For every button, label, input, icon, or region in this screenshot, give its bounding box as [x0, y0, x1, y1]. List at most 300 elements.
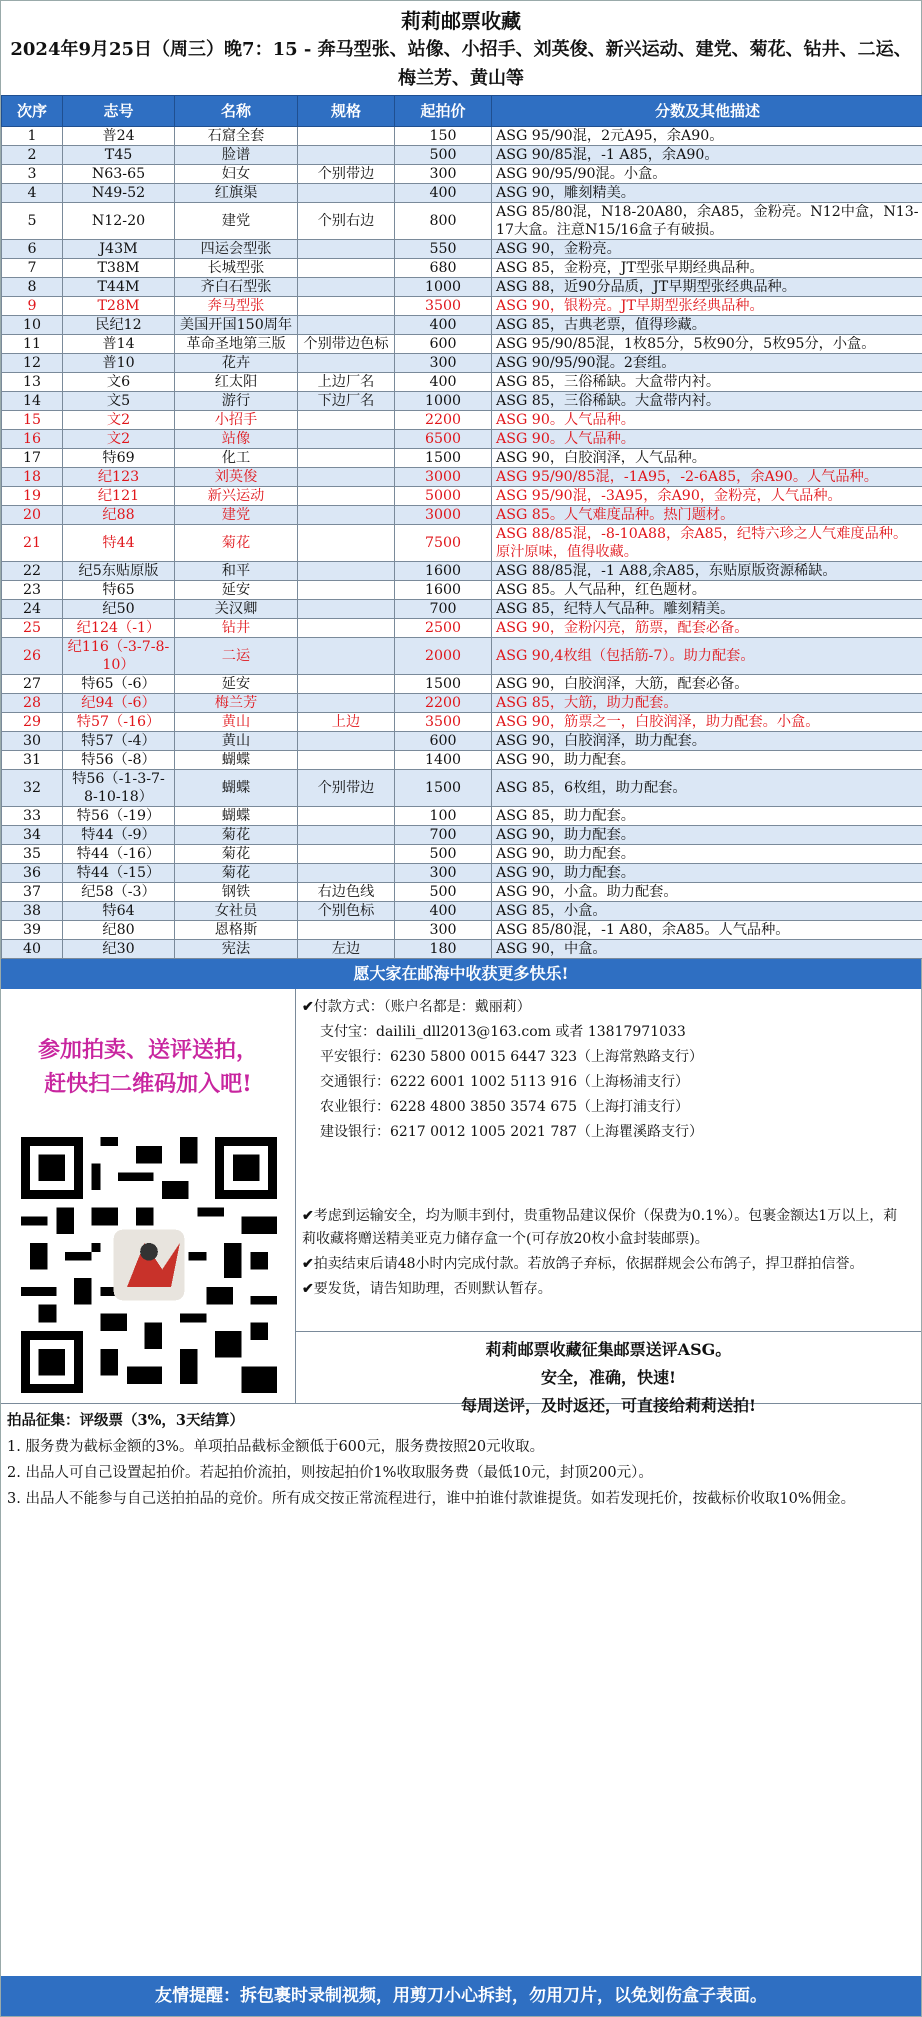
table-header-row	[2, 96, 922, 127]
lot-number: 14	[2, 392, 63, 411]
lot-spec: 个别右边	[298, 203, 395, 240]
lot-number: 26	[2, 638, 63, 675]
column-header-spec: 规格	[298, 96, 395, 127]
lot-name: 黄山	[175, 713, 298, 732]
lot-start-price: 1500	[395, 449, 492, 468]
lot-number: 40	[2, 940, 63, 959]
lot-start-price: 550	[395, 240, 492, 259]
header	[1, 1, 921, 95]
lot-description: ASG 90，筋票之一，白胶润泽，助力配套。小盒。	[492, 713, 922, 732]
lot-name: 红太阳	[175, 373, 298, 392]
lot-code: 文2	[63, 411, 175, 430]
lot-spec	[298, 600, 395, 619]
lot-table	[1, 95, 922, 959]
payment-bank-abc: 农业银行：6228 4800 3850 3574 675（上海打浦支行）	[320, 1099, 690, 1115]
lot-spec	[298, 297, 395, 316]
lot-number: 29	[2, 713, 63, 732]
table-row	[2, 581, 922, 600]
lot-number: 8	[2, 278, 63, 297]
page-subtitle: 2024年9月25日（周三）晚7：15 - 奔马型张、站像、小招手、刘英俊、新兴运动、建党、菊花、钻井、二运、梅兰芳、黄山等	[10, 39, 912, 89]
lot-start-price: 2200	[395, 411, 492, 430]
lot-name: 四运会型张	[175, 240, 298, 259]
lot-name: 钻井	[175, 619, 298, 638]
lot-code: 特65（-6）	[63, 675, 175, 694]
lot-number: 4	[2, 184, 63, 203]
lot-description: ASG 85，纪特人气品种。雕刻精美。	[492, 600, 922, 619]
lot-number: 17	[2, 449, 63, 468]
column-header-no: 次序	[2, 96, 63, 127]
lot-name: 恩格斯	[175, 921, 298, 940]
lot-code: 特64	[63, 902, 175, 921]
note-delivery: ✔要发货，请告知助理，否则默认暂存。	[302, 1281, 552, 1297]
lot-code: 普24	[63, 127, 175, 146]
lot-spec	[298, 845, 395, 864]
table-row	[2, 316, 922, 335]
lot-name: 菊花	[175, 525, 298, 562]
terms-item-3: 3. 出品人不能参与自己送拍拍品的竞价。所有成交按正常流程进行，谁中拍谁付款谁提货。如若发现托价，按截标价收取10%佣金。	[7, 1491, 856, 1507]
table-row	[2, 468, 922, 487]
lot-start-price: 3000	[395, 468, 492, 487]
table-row	[2, 921, 922, 940]
lot-description: ASG 95/90混，2元A95，余A90。	[492, 127, 922, 146]
lot-number: 24	[2, 600, 63, 619]
lot-spec: 个别色标	[298, 902, 395, 921]
consignment-terms	[1, 1403, 921, 1543]
lot-spec	[298, 581, 395, 600]
table-row	[2, 883, 922, 902]
lot-description: ASG 90，助力配套。	[492, 864, 922, 883]
lot-spec	[298, 619, 395, 638]
table-row	[2, 278, 922, 297]
lot-spec: 上边	[298, 713, 395, 732]
lot-description: ASG 90。人气品种。	[492, 430, 922, 449]
column-header-name: 名称	[175, 96, 298, 127]
lot-spec	[298, 506, 395, 525]
lot-description: ASG 90，雕刻精美。	[492, 184, 922, 203]
lot-code: N12-20	[63, 203, 175, 240]
lot-code: 文2	[63, 430, 175, 449]
lot-code: 文5	[63, 392, 175, 411]
lot-name: 长城型张	[175, 259, 298, 278]
lot-number: 12	[2, 354, 63, 373]
lot-start-price: 300	[395, 165, 492, 184]
lot-spec	[298, 411, 395, 430]
lot-number: 19	[2, 487, 63, 506]
table-row	[2, 675, 922, 694]
lot-start-price: 2000	[395, 638, 492, 675]
lot-start-price: 300	[395, 921, 492, 940]
lot-code: 特44（-9）	[63, 826, 175, 845]
lot-code: 特44（-15）	[63, 864, 175, 883]
table-row	[2, 770, 922, 807]
lot-spec	[298, 127, 395, 146]
lot-name: 蝴蝶	[175, 807, 298, 826]
lot-start-price: 800	[395, 203, 492, 240]
lot-spec	[298, 864, 395, 883]
lot-start-price: 400	[395, 373, 492, 392]
lot-start-price: 500	[395, 146, 492, 165]
payment-block	[296, 989, 921, 1145]
lot-name: 菊花	[175, 864, 298, 883]
lot-spec	[298, 675, 395, 694]
lot-description: ASG 85，助力配套。	[492, 807, 922, 826]
lot-number: 37	[2, 883, 63, 902]
qr-panel	[1, 989, 296, 1403]
lot-name: 女社员	[175, 902, 298, 921]
terms-item-1: 1. 服务费为截标金额的3%。单项拍品截标金额低于600元，服务费按照20元收取。	[7, 1439, 545, 1455]
lot-description: ASG 90，白胶润泽，人气品种。	[492, 449, 922, 468]
lot-description: ASG 85/80混，N18-20A80，余A85，金粉亮。N12中盒，N13-17大盒。注意N15/16盒子有破损。	[492, 203, 922, 240]
notes	[302, 1205, 911, 1303]
lot-code: 纪124（-1）	[63, 619, 175, 638]
appraisal-line-3: 每周送评，及时返还，可直接给莉莉送拍!	[460, 1396, 757, 1415]
table-row	[2, 354, 922, 373]
lot-number: 32	[2, 770, 63, 807]
lot-description: ASG 88/85混，-8-10A88，余A85，纪特六珍之人气难度品种。原汁原味，值得收藏。	[492, 525, 922, 562]
lot-number: 13	[2, 373, 63, 392]
page-title: 莉莉邮票收藏	[401, 9, 521, 33]
lot-name: 延安	[175, 581, 298, 600]
lot-start-price: 600	[395, 335, 492, 354]
lot-number: 35	[2, 845, 63, 864]
lot-spec	[298, 146, 395, 165]
lot-name: 菊花	[175, 826, 298, 845]
lot-spec	[298, 562, 395, 581]
lot-start-price: 300	[395, 354, 492, 373]
lot-code: 纪58（-3）	[63, 883, 175, 902]
lot-name: 菊花	[175, 845, 298, 864]
column-header-code: 志号	[63, 96, 175, 127]
lot-code: J43M	[63, 240, 175, 259]
lot-description: ASG 85。人气难度品种。热门题材。	[492, 506, 922, 525]
lot-spec	[298, 468, 395, 487]
lot-start-price: 3500	[395, 713, 492, 732]
lot-number: 15	[2, 411, 63, 430]
lot-name: 二运	[175, 638, 298, 675]
table-row	[2, 335, 922, 354]
lot-start-price: 600	[395, 732, 492, 751]
lot-description: ASG 85，古典老票，值得珍藏。	[492, 316, 922, 335]
lot-code: T28M	[63, 297, 175, 316]
promo-line-2: 赶快扫二维码加入吧!	[44, 1071, 252, 1097]
lot-spec	[298, 259, 395, 278]
lot-number: 39	[2, 921, 63, 940]
lot-number: 16	[2, 430, 63, 449]
lot-code: 特57（-16）	[63, 713, 175, 732]
lot-description: ASG 90/85混，-1 A85，余A90。	[492, 146, 922, 165]
lot-spec	[298, 525, 395, 562]
lot-code: 特44	[63, 525, 175, 562]
lot-spec: 个别带边	[298, 770, 395, 807]
lot-start-price: 1500	[395, 675, 492, 694]
lot-start-price: 700	[395, 826, 492, 845]
lot-description: ASG 90/95/90混。2套组。	[492, 354, 922, 373]
lot-name: 建党	[175, 203, 298, 240]
lot-code: 文6	[63, 373, 175, 392]
lot-name: 红旗渠	[175, 184, 298, 203]
lot-description: ASG 90，白胶润泽，大筋，配套必备。	[492, 675, 922, 694]
table-row	[2, 600, 922, 619]
lot-code: 特56（-1-3-7-8-10-18）	[63, 770, 175, 807]
lot-spec: 个别带边	[298, 165, 395, 184]
appraisal-box	[296, 1331, 921, 1415]
lot-code: 纪80	[63, 921, 175, 940]
lot-name: 革命圣地第三版	[175, 335, 298, 354]
lot-name: 站像	[175, 430, 298, 449]
lot-spec	[298, 430, 395, 449]
lot-code: 特69	[63, 449, 175, 468]
lot-code: 纪88	[63, 506, 175, 525]
table-row	[2, 203, 922, 240]
lot-code: 纪116（-3-7-8-10）	[63, 638, 175, 675]
check-icon: ✔	[302, 999, 314, 1015]
lot-name: 齐白石型张	[175, 278, 298, 297]
lot-name: 妇女	[175, 165, 298, 184]
lot-number: 11	[2, 335, 63, 354]
promo-line-1: 参加拍卖、送评送拍，	[37, 1037, 258, 1063]
payment-bank-bocom: 交通银行：6222 6001 1002 5113 916（上海杨浦支行）	[320, 1074, 690, 1090]
lot-description: ASG 90，金粉闪亮，筋票，配套必备。	[492, 619, 922, 638]
table-row	[2, 751, 922, 770]
lot-spec: 个别带边色标	[298, 335, 395, 354]
lot-name: 花卉	[175, 354, 298, 373]
lot-start-price: 2500	[395, 619, 492, 638]
lot-start-price: 180	[395, 940, 492, 959]
lot-start-price: 3500	[395, 297, 492, 316]
lot-start-price: 500	[395, 883, 492, 902]
check-icon: ✔	[302, 1256, 314, 1272]
table-row	[2, 826, 922, 845]
lot-start-price: 5000	[395, 487, 492, 506]
table-row	[2, 638, 922, 675]
table-row	[2, 240, 922, 259]
lot-spec	[298, 487, 395, 506]
lot-code: N49-52	[63, 184, 175, 203]
lot-start-price: 100	[395, 807, 492, 826]
lot-name: 美国开国150周年	[175, 316, 298, 335]
lot-number: 27	[2, 675, 63, 694]
table-row	[2, 392, 922, 411]
table-row	[2, 506, 922, 525]
lot-spec	[298, 354, 395, 373]
lot-spec: 左边	[298, 940, 395, 959]
lot-spec	[298, 732, 395, 751]
lot-description: ASG 85/80混，-1 A80，余A85。人气品种。	[492, 921, 922, 940]
lot-number: 34	[2, 826, 63, 845]
lot-name: 蝴蝶	[175, 770, 298, 807]
lot-code: T45	[63, 146, 175, 165]
table-row	[2, 619, 922, 638]
lot-name: 刘英俊	[175, 468, 298, 487]
lot-description: ASG 90，小盒。助力配套。	[492, 883, 922, 902]
check-icon: ✔	[302, 1281, 314, 1297]
lot-spec: 下边厂名	[298, 392, 395, 411]
lot-name: 蝴蝶	[175, 751, 298, 770]
lot-spec	[298, 921, 395, 940]
lot-start-price: 3000	[395, 506, 492, 525]
lot-start-price: 2200	[395, 694, 492, 713]
lot-spec	[298, 826, 395, 845]
lot-number: 21	[2, 525, 63, 562]
lot-description: ASG 90,4枚组（包括筋-7）。助力配套。	[492, 638, 922, 675]
lot-name: 梅兰芳	[175, 694, 298, 713]
lot-number: 2	[2, 146, 63, 165]
lot-spec	[298, 278, 395, 297]
lot-spec: 上边厂名	[298, 373, 395, 392]
table-row	[2, 864, 922, 883]
payment-info	[296, 989, 921, 1415]
lot-description: ASG 90，金粉亮。	[492, 240, 922, 259]
table-row	[2, 694, 922, 713]
check-icon: ✔	[302, 1208, 314, 1224]
lot-start-price: 400	[395, 184, 492, 203]
lot-start-price: 1400	[395, 751, 492, 770]
table-row	[2, 449, 922, 468]
lot-code: 纪123	[63, 468, 175, 487]
lot-code: 特57（-4）	[63, 732, 175, 751]
table-row	[2, 713, 922, 732]
appraisal-line-2: 安全，准确，快速!	[540, 1368, 677, 1387]
lot-number: 10	[2, 316, 63, 335]
table-row	[2, 373, 922, 392]
lot-start-price: 500	[395, 845, 492, 864]
lot-start-price: 7500	[395, 525, 492, 562]
table-row	[2, 184, 922, 203]
lot-number: 28	[2, 694, 63, 713]
lot-name: 游行	[175, 392, 298, 411]
lot-spec	[298, 751, 395, 770]
lot-description: ASG 90，助力配套。	[492, 751, 922, 770]
lot-number: 9	[2, 297, 63, 316]
payment-heading: ✔付款方式：（账户名都是：戴丽莉）	[302, 999, 531, 1015]
lot-name: 关汉卿	[175, 600, 298, 619]
lot-start-price: 1000	[395, 278, 492, 297]
lot-number: 30	[2, 732, 63, 751]
table-row	[2, 525, 922, 562]
lot-code: 特56（-19）	[63, 807, 175, 826]
lot-start-price: 400	[395, 316, 492, 335]
lot-spec: 右边色线	[298, 883, 395, 902]
lot-number: 3	[2, 165, 63, 184]
qr-code-icon[interactable]	[21, 1137, 277, 1393]
lot-description: ASG 90，银粉亮。JT早期型张经典品种。	[492, 297, 922, 316]
lot-description: ASG 85，三俗稀缺。大盒带内衬。	[492, 392, 922, 411]
lot-name: 小招手	[175, 411, 298, 430]
lot-number: 5	[2, 203, 63, 240]
lot-start-price: 150	[395, 127, 492, 146]
lot-spec	[298, 240, 395, 259]
lot-name: 延安	[175, 675, 298, 694]
lot-code: 纪5东贴原版	[63, 562, 175, 581]
table-row	[2, 940, 922, 959]
note-payment-deadline: ✔拍卖结束后请48小时内完成付款。若放鸽子弃标，依据群规会公布鸽子，捍卫群拍信誉。	[302, 1256, 864, 1272]
lot-description: ASG 85，三俗稀缺。大盒带内衬。	[492, 373, 922, 392]
lot-name: 石窟全套	[175, 127, 298, 146]
lot-code: T38M	[63, 259, 175, 278]
lot-description: ASG 95/90混，-3A95，余A90，金粉亮，人气品种。	[492, 487, 922, 506]
table-row	[2, 127, 922, 146]
lot-number: 31	[2, 751, 63, 770]
lot-start-price: 700	[395, 600, 492, 619]
lot-name: 脸谱	[175, 146, 298, 165]
payment-bank-pingan: 平安银行：6230 5800 0015 6447 323（上海常熟路支行）	[320, 1049, 704, 1065]
lot-number: 20	[2, 506, 63, 525]
table-row	[2, 487, 922, 506]
table-row	[2, 146, 922, 165]
lot-name: 和平	[175, 562, 298, 581]
lot-description: ASG 85，大筋，助力配套。	[492, 694, 922, 713]
lot-description: ASG 88/85混，-1 A88,余A85，东贴原版资源稀缺。	[492, 562, 922, 581]
lot-spec	[298, 638, 395, 675]
terms-heading: 拍品征集：评级票（3%，3天结算）	[7, 1412, 244, 1429]
lot-number: 18	[2, 468, 63, 487]
column-header-desc: 分数及其他描述	[492, 96, 922, 127]
table-row	[2, 902, 922, 921]
lot-description: ASG 95/90/85混，-1A95，-2-6A85，余A90。人气品种。	[492, 468, 922, 487]
lot-description: ASG 85。人气品种，红色题材。	[492, 581, 922, 600]
table-row	[2, 732, 922, 751]
lot-code: 特56（-8）	[63, 751, 175, 770]
lot-code: 普10	[63, 354, 175, 373]
table-row	[2, 297, 922, 316]
lot-name: 宪法	[175, 940, 298, 959]
promo-text	[1, 1033, 295, 1101]
footer-reminder: 友情提醒：拆包裹时录制视频，用剪刀小心拆封，勿用刀片，以免划伤盒子表面。	[1, 1976, 921, 2016]
lot-number: 23	[2, 581, 63, 600]
lot-code: N63-65	[63, 165, 175, 184]
lot-name: 建党	[175, 506, 298, 525]
lot-start-price: 1500	[395, 770, 492, 807]
column-header-price: 起拍价	[395, 96, 492, 127]
lot-code: 民纪12	[63, 316, 175, 335]
lot-name: 新兴运动	[175, 487, 298, 506]
info-section	[1, 989, 921, 1415]
lot-number: 25	[2, 619, 63, 638]
payment-alipay: 支付宝：dailili_dll2013@163.com 或者 13817971033	[320, 1024, 686, 1040]
lot-start-price: 680	[395, 259, 492, 278]
lot-code: 纪30	[63, 940, 175, 959]
lot-description: ASG 95/90/85混，1枚85分，5枚90分，5枚95分，小盒。	[492, 335, 922, 354]
lot-name: 黄山	[175, 732, 298, 751]
lot-number: 36	[2, 864, 63, 883]
table-row	[2, 411, 922, 430]
lot-description: ASG 90。人气品种。	[492, 411, 922, 430]
lot-code: 纪94（-6）	[63, 694, 175, 713]
table-row	[2, 807, 922, 826]
lot-code: 特65	[63, 581, 175, 600]
lot-code: 纪50	[63, 600, 175, 619]
lot-name: 化工	[175, 449, 298, 468]
lot-description: ASG 85，小盒。	[492, 902, 922, 921]
lot-start-price: 1600	[395, 581, 492, 600]
lot-description: ASG 90，助力配套。	[492, 826, 922, 845]
terms-item-2: 2. 出品人可自己设置起拍价。若起拍价流拍，则按起拍价1%收取服务费（最低10元，封顶200元）。	[7, 1465, 653, 1481]
lot-description: ASG 85，金粉亮，JT型张早期经典品种。	[492, 259, 922, 278]
lot-description: ASG 90，白胶润泽，助力配套。	[492, 732, 922, 751]
lot-number: 7	[2, 259, 63, 278]
lot-description: ASG 85，6枚组，助力配套。	[492, 770, 922, 807]
table-row	[2, 259, 922, 278]
banner: 愿大家在邮海中收获更多快乐!	[1, 959, 921, 989]
lot-start-price: 1000	[395, 392, 492, 411]
lot-name: 奔马型张	[175, 297, 298, 316]
appraisal-line-1: 莉莉邮票收藏征集邮票送评ASG。	[485, 1340, 732, 1359]
lot-number: 33	[2, 807, 63, 826]
lot-start-price: 300	[395, 864, 492, 883]
lot-code: 特44（-16）	[63, 845, 175, 864]
table-row	[2, 430, 922, 449]
lot-description: ASG 90，中盒。	[492, 940, 922, 959]
